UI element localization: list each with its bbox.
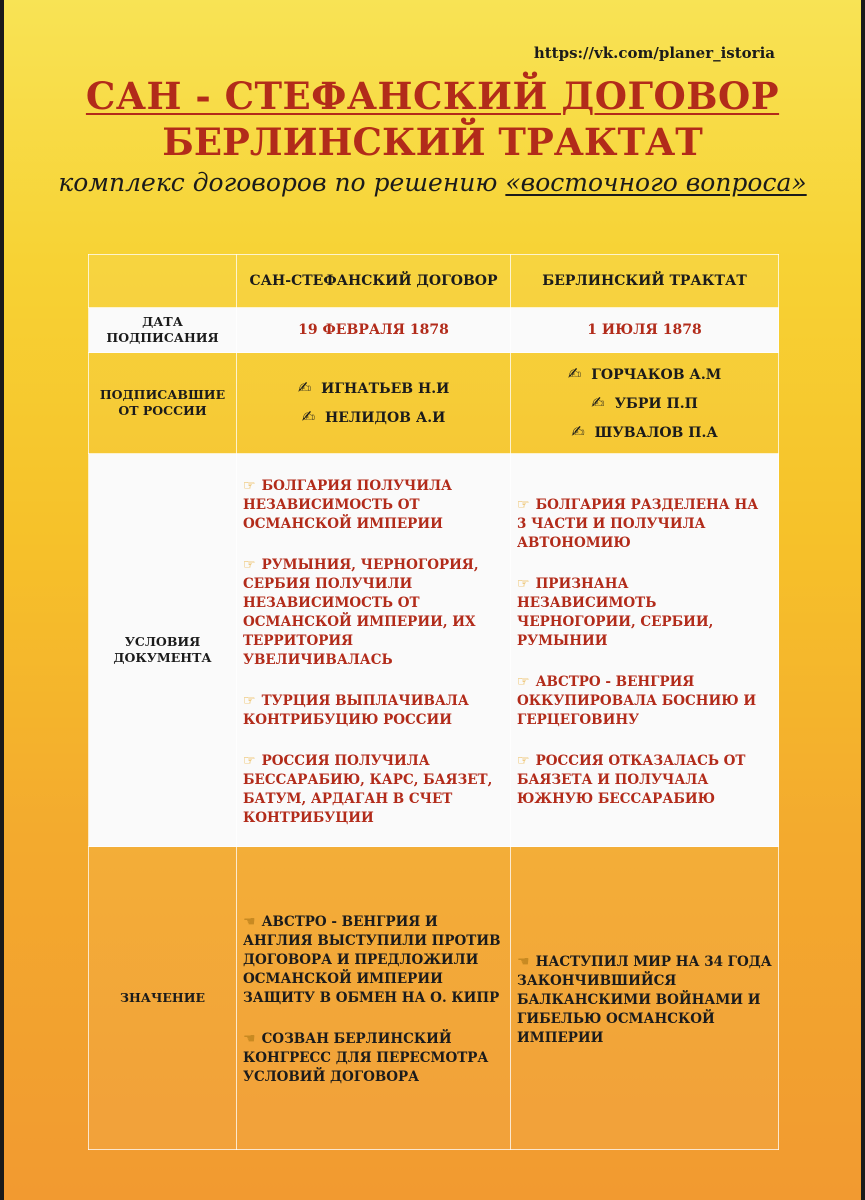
- list-item-text: НАСТУПИЛ МИР НА 34 ГОДА ЗАКОНЧИВШИЙСЯ БАЛКАНСКИМИ ВОЙНАМИ И ГИБЕЛЬЮ ОСМАНСКОЙ ИМПЕРИИ: [517, 953, 772, 1046]
- signer-name: ШУВАЛОВ П.А: [594, 424, 718, 441]
- list-item: [517, 496, 772, 553]
- date-berlin: 1 ИЮЛЯ 1878: [511, 308, 779, 353]
- header-empty-cell: [89, 255, 237, 308]
- list-item: [243, 477, 504, 534]
- list-item-text: РОССИЯ ПОЛУЧИЛА БЕССАРАБИЮ, КАРС, БАЯЗЕТ, БАТУМ, АРДАГАН В СЧЕТ КОНТРИБУЦИИ: [243, 752, 493, 826]
- signers-san-stefano: [237, 353, 511, 454]
- list-item-text: БОЛГАРИЯ ПОЛУЧИЛА НЕЗАВИСИМОСТЬ ОТ ОСМАНСКОЙ ИМПЕРИИ: [243, 477, 453, 532]
- subtitle-prefix: комплекс договоров по решению: [58, 168, 498, 197]
- table-header-row: [89, 255, 779, 308]
- writing-hand-icon: ✍: [571, 421, 585, 441]
- handshake-icon: ☚: [517, 953, 530, 970]
- list-item: [243, 1030, 504, 1087]
- pointing-hand-icon: ☞: [243, 752, 256, 769]
- header-san-stefano: САН-СТЕФАНСКИЙ ДОГОВОР: [237, 255, 511, 308]
- subtitle: [4, 168, 861, 197]
- row-label-significance: ЗНАЧЕНИЕ: [89, 847, 237, 1150]
- list-item: [517, 953, 772, 1048]
- signers-berlin: [511, 353, 779, 454]
- subtitle-link: «восточного вопроса»: [505, 168, 807, 197]
- row-label-conditions: УСЛОВИЯ ДОКУМЕНТА: [89, 454, 237, 847]
- signer-item: [238, 403, 509, 432]
- list-item: [243, 752, 504, 828]
- signer-item: [512, 389, 777, 418]
- list-item: [517, 752, 772, 809]
- list-item: [517, 673, 772, 730]
- row-label-date: ДАТА ПОДПИСАНИЯ: [89, 308, 237, 353]
- writing-hand-icon: ✍: [567, 363, 582, 383]
- signer-item: [512, 418, 777, 447]
- date-san-stefano: 19 ФЕВРАЛЯ 1878: [237, 308, 511, 353]
- signer-name: НЕЛИДОВ А.И: [325, 410, 446, 426]
- pointing-hand-icon: ☞: [517, 575, 530, 592]
- list-item-text: РОССИЯ ОТКАЗАЛАСЬ ОТ БАЯЗЕТА И ПОЛУЧАЛА ЮЖНУЮ БЕССАРАБИЮ: [517, 752, 746, 807]
- conditions-berlin: [511, 454, 779, 847]
- list-item-text: СОЗВАН БЕРЛИНСКИЙ КОНГРЕСС ДЛЯ ПЕРЕСМОТРА УСЛОВИЙ ДОГОВОРА: [243, 1031, 489, 1085]
- table-row-signers: [89, 353, 779, 454]
- document-page: [4, 0, 861, 1200]
- significance-san-stefano: [237, 847, 511, 1150]
- list-item-text: РУМЫНИЯ, ЧЕРНОГОРИЯ, СЕРБИЯ ПОЛУЧИЛИ НЕЗАВИСИМОСТЬ ОТ ОСМАНСКОЙ ИМПЕРИИ, ИХ ТЕРРИТОРИЯ УВЕЛИЧИВАЛАСЬ: [243, 556, 479, 668]
- list-item-text: АВСТРО - ВЕНГРИЯ ОККУПИРОВАЛА БОСНИЮ И ГЕРЦЕГОВИНУ: [517, 673, 757, 728]
- list-item: [243, 913, 504, 1008]
- writing-hand-icon: ✍: [301, 407, 316, 426]
- handshake-icon: ☚: [243, 1031, 256, 1047]
- title-line-1-text: САН - СТЕФАНСКИЙ ДОГОВОР: [85, 74, 780, 118]
- source-link[interactable]: https://vk.com/planer_istoria: [533, 44, 775, 62]
- significance-berlin: [511, 847, 779, 1150]
- signer-name: ИГНАТЬЕВ Н.И: [321, 381, 450, 397]
- pointing-hand-icon: ☞: [517, 496, 530, 513]
- pointing-hand-icon: ☞: [243, 556, 256, 573]
- pointing-hand-icon: ☞: [517, 752, 530, 769]
- list-item: [517, 575, 772, 651]
- table-row-significance: [89, 847, 779, 1150]
- writing-hand-icon: ✍: [297, 378, 312, 397]
- signer-name: ГОРЧАКОВ А.М: [591, 366, 722, 383]
- comparison-table: [88, 254, 779, 1150]
- list-item: [243, 692, 504, 730]
- list-item-text: БОЛГАРИЯ РАЗДЕЛЕНА НА 3 ЧАСТИ И ПОЛУЧИЛА АВТОНОМИЮ: [517, 496, 759, 551]
- signer-item: [512, 360, 777, 389]
- writing-hand-icon: ✍: [591, 392, 605, 412]
- signer-item: [238, 374, 509, 403]
- title-line-1: [4, 74, 861, 118]
- header-berlin: БЕРЛИНСКИЙ ТРАКТАТ: [511, 255, 779, 308]
- list-item-text: ПРИЗНАНА НЕЗАВИСИМОТЬ ЧЕРНОГОРИИ, СЕРБИИ, РУМЫНИИ: [517, 575, 714, 649]
- signer-name: УБРИ П.П: [614, 395, 698, 412]
- pointing-hand-icon: ☞: [243, 477, 256, 494]
- table-row-date: [89, 308, 779, 353]
- list-item-text: ТУРЦИЯ ВЫПЛАЧИВАЛА КОНТРИБУЦИЮ РОССИИ: [243, 692, 469, 728]
- pointing-hand-icon: ☞: [517, 673, 530, 690]
- handshake-icon: ☚: [243, 914, 256, 930]
- conditions-san-stefano: [237, 454, 511, 847]
- pointing-hand-icon: ☞: [243, 692, 256, 709]
- row-label-signers: ПОДПИСАВШИЕ ОТ РОССИИ: [89, 353, 237, 454]
- list-item: [243, 556, 504, 670]
- list-item-text: АВСТРО - ВЕНГРИЯ И АНГЛИЯ ВЫСТУПИЛИ ПРОТИВ ДОГОВОРА И ПРЕДЛОЖИЛИ ОСМАНСКОЙ ИМПЕРИИ ЗАЩИТУ В ОБМЕН НА О. КИПР: [243, 914, 501, 1006]
- table-row-conditions: [89, 454, 779, 847]
- title-line-2: БЕРЛИНСКИЙ ТРАКТАТ: [162, 120, 703, 164]
